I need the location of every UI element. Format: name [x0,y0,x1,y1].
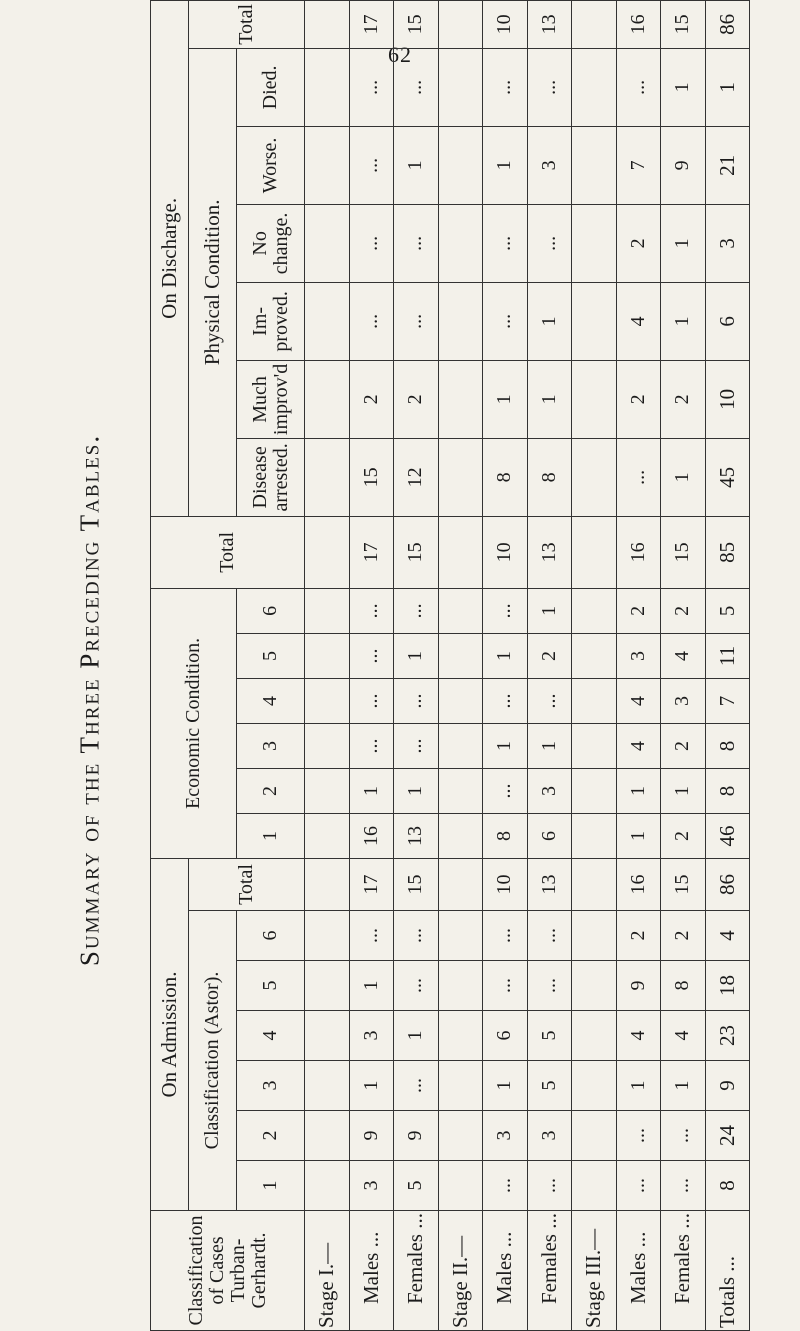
astor-cell-3 [305,1061,350,1111]
phys-total-cell: 10 [483,0,528,48]
econ-cell-3 [305,723,350,768]
astor-cell-2 [305,1111,350,1161]
econ-cell-6: 1 [527,588,572,633]
table-row [616,0,661,1330]
astor-cell-5: ... [483,961,528,1011]
header-classification: Classification of Cases Turban-Gerhardt. [151,1211,305,1331]
econ-cell-2: ... [483,768,528,813]
header-astor-4: 4 [237,1011,305,1061]
astor-cell-2: ... [661,1111,706,1161]
phys-cell-5 [438,126,483,204]
table-row [305,0,350,1330]
astor-cell-2 [438,1111,483,1161]
econ-cell-3 [572,723,617,768]
astor-cell-1: 3 [349,1161,394,1211]
phys-cell-6: 1 [705,48,750,126]
econ-cell-5: 2 [527,633,572,678]
row-label: Males ... [349,1211,394,1331]
header-econ-2: 2 [237,768,305,813]
econ-cell-2 [572,768,617,813]
header-no-change: No change. [237,204,305,282]
row-label: Males ... [616,1211,661,1331]
summary-table [150,0,750,1331]
table-body [305,0,750,1330]
econ-cell-3 [438,723,483,768]
econ-cell-6: ... [349,588,394,633]
phys-cell-6 [438,48,483,126]
phys-total-cell: 15 [394,0,439,48]
page-title: Summary of the Three Preceding Tables. [74,433,105,967]
econ-cell-4: ... [527,678,572,723]
astor-cell-1: ... [616,1161,661,1211]
phys-cell-2: 2 [616,360,661,438]
row-label: Stage III.— [572,1211,617,1331]
econ-cell-1 [305,813,350,858]
astor-total-cell: 16 [616,858,661,910]
astor-total-cell: 86 [705,858,750,910]
header-much-improved: Much improv'd [237,360,305,438]
econ-total-cell [305,516,350,588]
astor-cell-6 [572,911,617,961]
header-astor-5: 5 [237,961,305,1011]
astor-cell-6 [438,911,483,961]
econ-cell-3: 1 [527,723,572,768]
econ-cell-1 [438,813,483,858]
econ-total-cell [438,516,483,588]
astor-cell-4: 1 [394,1011,439,1061]
econ-cell-2: 8 [705,768,750,813]
econ-cell-6 [305,588,350,633]
page-number: 62 [388,42,412,67]
econ-total-cell: 17 [349,516,394,588]
header-astor-1: 1 [237,1161,305,1211]
econ-cell-4: 4 [616,678,661,723]
econ-total-cell: 15 [661,516,706,588]
phys-cell-1: 8 [483,438,528,516]
table-row [438,0,483,1330]
phys-cell-5: 1 [394,126,439,204]
econ-cell-5 [572,633,617,678]
astor-cell-1 [572,1161,617,1211]
header-worse: Worse. [237,126,305,204]
astor-cell-2 [572,1111,617,1161]
astor-cell-6: ... [527,911,572,961]
econ-cell-6: 5 [705,588,750,633]
phys-total-cell: 15 [661,0,706,48]
astor-cell-4: 5 [527,1011,572,1061]
phys-cell-1: ... [616,438,661,516]
econ-cell-2: 1 [349,768,394,813]
astor-cell-3 [438,1061,483,1111]
astor-cell-6: ... [394,911,439,961]
table-row [661,0,706,1330]
phys-total-cell [438,0,483,48]
econ-cell-3: ... [349,723,394,768]
astor-cell-4: 23 [705,1011,750,1061]
table-row [572,0,617,1330]
econ-total-cell: 85 [705,516,750,588]
astor-cell-6: 2 [616,911,661,961]
phys-cell-3: 6 [705,282,750,360]
phys-cell-4: ... [483,204,528,282]
phys-cell-1: 15 [349,438,394,516]
phys-cell-4: 1 [661,204,706,282]
header-classification-astor: Classification (Astor). [189,911,237,1211]
astor-cell-1 [305,1161,350,1211]
phys-cell-4 [572,204,617,282]
header-admission-total: Total [189,858,305,910]
econ-cell-4 [572,678,617,723]
astor-cell-4: 4 [616,1011,661,1061]
astor-cell-1 [438,1161,483,1211]
phys-cell-2: 2 [394,360,439,438]
astor-cell-6: 4 [705,911,750,961]
astor-cell-6: 2 [661,911,706,961]
econ-cell-5: ... [349,633,394,678]
phys-cell-4: 3 [705,204,750,282]
econ-cell-5: 11 [705,633,750,678]
astor-cell-1: 8 [705,1161,750,1211]
phys-cell-1: 12 [394,438,439,516]
phys-cell-3 [305,282,350,360]
phys-cell-6: ... [616,48,661,126]
phys-cell-6: ... [349,48,394,126]
phys-total-cell: 86 [705,0,750,48]
phys-cell-3: ... [483,282,528,360]
astor-cell-4 [572,1011,617,1061]
phys-cell-5: 7 [616,126,661,204]
astor-cell-2: 9 [394,1111,439,1161]
astor-cell-3: ... [394,1061,439,1111]
table-row [349,0,394,1330]
astor-cell-5: 18 [705,961,750,1011]
astor-total-cell: 17 [349,858,394,910]
astor-cell-5 [572,961,617,1011]
header-econ-5: 5 [237,633,305,678]
phys-cell-1: 1 [661,438,706,516]
econ-cell-3: 1 [483,723,528,768]
phys-total-cell [305,0,350,48]
header-economic-total: Total [151,516,305,588]
phys-cell-5: ... [349,126,394,204]
phys-cell-1: 8 [527,438,572,516]
econ-cell-2: 3 [527,768,572,813]
astor-total-cell [305,858,350,910]
econ-cell-6: 2 [661,588,706,633]
astor-total-cell [572,858,617,910]
astor-cell-4: 6 [483,1011,528,1061]
astor-cell-3: 1 [661,1061,706,1111]
econ-cell-2: 1 [394,768,439,813]
header-improved: Im-proved. [237,282,305,360]
phys-cell-3: ... [349,282,394,360]
phys-cell-4: ... [394,204,439,282]
astor-cell-3: 1 [349,1061,394,1111]
phys-total-cell: 17 [349,0,394,48]
astor-total-cell: 10 [483,858,528,910]
econ-cell-1: 6 [527,813,572,858]
phys-cell-2 [572,360,617,438]
phys-cell-6 [305,48,350,126]
phys-cell-3: 4 [616,282,661,360]
phys-cell-2: 1 [527,360,572,438]
header-discharge-total: Total [189,0,305,48]
row-label: Totals ... [705,1211,750,1331]
phys-cell-3: 1 [527,282,572,360]
econ-cell-1: 16 [349,813,394,858]
astor-cell-4: 3 [349,1011,394,1061]
phys-cell-2: 2 [349,360,394,438]
phys-cell-5 [305,126,350,204]
phys-cell-1 [572,438,617,516]
econ-cell-3: 2 [661,723,706,768]
header-disease-arrested: Disease arrested. [237,438,305,516]
econ-cell-3: 4 [616,723,661,768]
econ-cell-1: 13 [394,813,439,858]
header-econ-1: 1 [237,813,305,858]
phys-cell-3: ... [394,282,439,360]
phys-cell-4: ... [527,204,572,282]
astor-cell-6 [305,911,350,961]
econ-cell-1: 8 [483,813,528,858]
astor-cell-5: 1 [349,961,394,1011]
astor-cell-1: 5 [394,1161,439,1211]
phys-cell-1 [438,438,483,516]
header-economic: Economic Condition. [151,588,237,858]
astor-cell-3: 1 [616,1061,661,1111]
astor-cell-4 [305,1011,350,1061]
econ-total-cell: 13 [527,516,572,588]
table-row [394,0,439,1330]
astor-cell-3: 9 [705,1061,750,1111]
econ-cell-5: 4 [661,633,706,678]
header-died: Died. [237,48,305,126]
econ-cell-2: 1 [616,768,661,813]
header-astor-6: 6 [237,911,305,961]
row-label: Females ... [527,1211,572,1331]
table-row [527,0,572,1330]
astor-total-cell: 15 [661,858,706,910]
phys-cell-2: 2 [661,360,706,438]
econ-cell-4: ... [483,678,528,723]
econ-cell-6: 2 [616,588,661,633]
astor-cell-2: ... [616,1111,661,1161]
astor-cell-6: ... [349,911,394,961]
astor-total-cell: 13 [527,858,572,910]
row-label: Stage II.— [438,1211,483,1331]
phys-cell-6: ... [527,48,572,126]
econ-cell-6 [572,588,617,633]
astor-cell-5: 9 [616,961,661,1011]
phys-cell-3 [572,282,617,360]
astor-cell-1: ... [527,1161,572,1211]
astor-cell-2: 3 [527,1111,572,1161]
astor-cell-5: 8 [661,961,706,1011]
astor-cell-2: 3 [483,1111,528,1161]
astor-cell-5: ... [394,961,439,1011]
astor-cell-1: ... [483,1161,528,1211]
phys-cell-2: 1 [483,360,528,438]
phys-total-cell [572,0,617,48]
phys-cell-2 [305,360,350,438]
econ-cell-6: ... [483,588,528,633]
phys-cell-5: 3 [527,126,572,204]
phys-cell-2: 10 [705,360,750,438]
row-label: Females ... [394,1211,439,1331]
astor-cell-6: ... [483,911,528,961]
econ-cell-6: ... [394,588,439,633]
table-row [483,0,528,1330]
econ-cell-3: ... [394,723,439,768]
astor-cell-2: 9 [349,1111,394,1161]
astor-cell-2: 24 [705,1111,750,1161]
econ-cell-4: ... [394,678,439,723]
header-astor-2: 2 [237,1111,305,1161]
header-physical-condition: Physical Condition. [189,48,237,516]
econ-cell-2 [305,768,350,813]
phys-cell-4: 2 [616,204,661,282]
phys-cell-1: 45 [705,438,750,516]
row-label: Males ... [483,1211,528,1331]
econ-cell-1: 46 [705,813,750,858]
astor-total-cell [438,858,483,910]
econ-cell-4 [438,678,483,723]
phys-total-cell: 13 [527,0,572,48]
header-astor-3: 3 [237,1061,305,1111]
astor-cell-3 [572,1061,617,1111]
phys-cell-6: 1 [661,48,706,126]
header-on-discharge: On Discharge. [151,0,189,516]
phys-cell-5 [572,126,617,204]
phys-cell-2 [438,360,483,438]
phys-cell-6 [572,48,617,126]
phys-total-cell: 16 [616,0,661,48]
phys-cell-6: ... [394,48,439,126]
econ-cell-1 [572,813,617,858]
row-label: Females ... [661,1211,706,1331]
astor-cell-3: 1 [483,1061,528,1111]
phys-cell-4 [305,204,350,282]
phys-cell-5: 21 [705,126,750,204]
header-on-admission: On Admission. [151,858,189,1210]
phys-cell-4: ... [349,204,394,282]
astor-cell-5 [438,961,483,1011]
econ-cell-1: 1 [616,813,661,858]
econ-cell-5: 3 [616,633,661,678]
econ-cell-2: 1 [661,768,706,813]
astor-cell-4 [438,1011,483,1061]
phys-cell-3 [438,282,483,360]
astor-cell-5: ... [527,961,572,1011]
astor-total-cell: 15 [394,858,439,910]
econ-cell-5: 1 [483,633,528,678]
econ-cell-4: ... [349,678,394,723]
econ-cell-4: 7 [705,678,750,723]
phys-cell-1 [305,438,350,516]
phys-cell-4 [438,204,483,282]
astor-cell-5 [305,961,350,1011]
econ-total-cell [572,516,617,588]
astor-cell-4: 4 [661,1011,706,1061]
econ-cell-5 [305,633,350,678]
econ-total-cell: 15 [394,516,439,588]
econ-cell-2 [438,768,483,813]
econ-cell-4: 3 [661,678,706,723]
header-econ-3: 3 [237,723,305,768]
econ-total-cell: 10 [483,516,528,588]
phys-cell-5: 1 [483,126,528,204]
header-econ-6: 6 [237,588,305,633]
summary-table-rotated [150,3,750,1331]
econ-cell-4 [305,678,350,723]
header-econ-4: 4 [237,678,305,723]
row-label: Stage I.— [305,1211,350,1331]
phys-cell-6: ... [483,48,528,126]
econ-cell-6 [438,588,483,633]
astor-cell-3: 5 [527,1061,572,1111]
econ-cell-5: 1 [394,633,439,678]
astor-cell-1: ... [661,1161,706,1211]
econ-cell-3: 8 [705,723,750,768]
econ-total-cell: 16 [616,516,661,588]
econ-cell-1: 2 [661,813,706,858]
phys-cell-5: 9 [661,126,706,204]
totals-row [705,0,750,1330]
phys-cell-3: 1 [661,282,706,360]
econ-cell-5 [438,633,483,678]
